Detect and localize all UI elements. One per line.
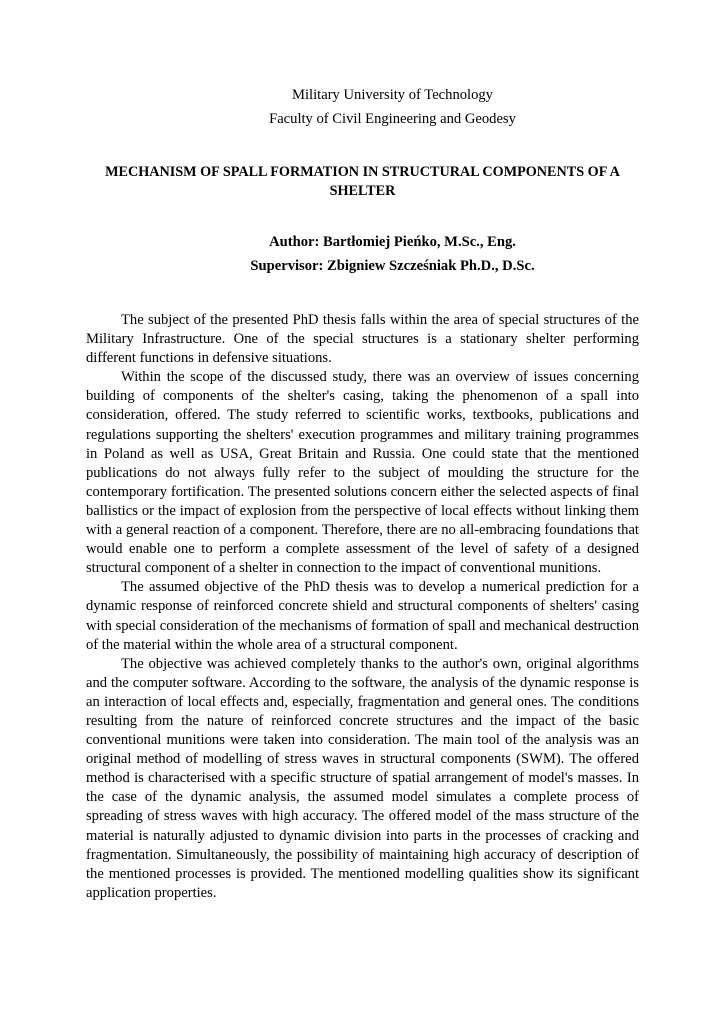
paragraph-2: Within the scope of the discussed study, there was an overview of issues concerning building of components of the shelter's casing, taking the phenomenon of a spall into consideration, offered. The study referred to scientific works, textbooks, publications and regulations supporting the shelters' execution programmes and military training programmes in Poland as well as USA, Great Britain and Russia. One could state that the mentioned publications do not always fully refer to the subject of moulding the structure for the contemporary fortification. The presented solutions concern either the selected aspects of final ballistics or the impact of explosion from the perspective of local effects without linking them with a general reaction of a component. Therefore, there are no all-embracing foundations that would enable one to perform a complete assessment of the level of safety of a designed structural component of a shelter in connection to the impact of conventional munitions. bbox=[86, 369, 639, 577]
body-text bbox=[86, 311, 639, 903]
document-title: MECHANISM OF SPALL FORMATION IN STRUCTURAL COMPONENTS OF A SHELTER bbox=[105, 164, 620, 199]
paragraph-1: The subject of the presented PhD thesis falls within the area of special structures of the Military Infrastructure. One of the special structures is a stationary shelter performing different functions in defensive situations. bbox=[86, 312, 639, 367]
author-line: Author: Bartłomiej Pieńko, M.Sc., Eng. bbox=[269, 234, 516, 250]
paragraph-3: The assumed objective of the PhD thesis was to develop a numerical prediction for a dynamic response of reinforced concrete shield and structural components of shelters' casing with special consideration of the mechanisms of formation of spall and mechanical destruction of the material within the whole area of a structural component. bbox=[86, 579, 639, 653]
university-name: Military University of Technology bbox=[292, 87, 493, 103]
paragraph-4: The objective was achieved completely thanks to the author's own, original algorithms and the computer software. According to the software, the analysis of the dynamic response is an interaction of local effects and, especially, fragmentation and general ones. The conditions resulting from the nature of reinforced concrete structures and the impact of the basic conventional munitions were taken into consideration. The main tool of the analysis was an original method of modelling of stress waves in structural components (SWM). The offered method is characterised with a specific structure of spatial arrangement of model's masses. In the case of the dynamic analysis, the assumed model simulates a complete process of spreading of stress waves with high accuracy. The offered model of the mass structure of the material is naturally adjusted to dynamic division into parts in the processes of cracking and fragmentation. Simultaneously, the possibility of maintaining high accuracy of description of the mentioned processes is provided. The mentioned modelling qualities show its significant application properties. bbox=[86, 655, 639, 901]
supervisor-line: Supervisor: Zbigniew Szcześniak Ph.D., D.Sc. bbox=[250, 258, 535, 274]
faculty-name: Faculty of Civil Engineering and Geodesy bbox=[269, 111, 516, 127]
